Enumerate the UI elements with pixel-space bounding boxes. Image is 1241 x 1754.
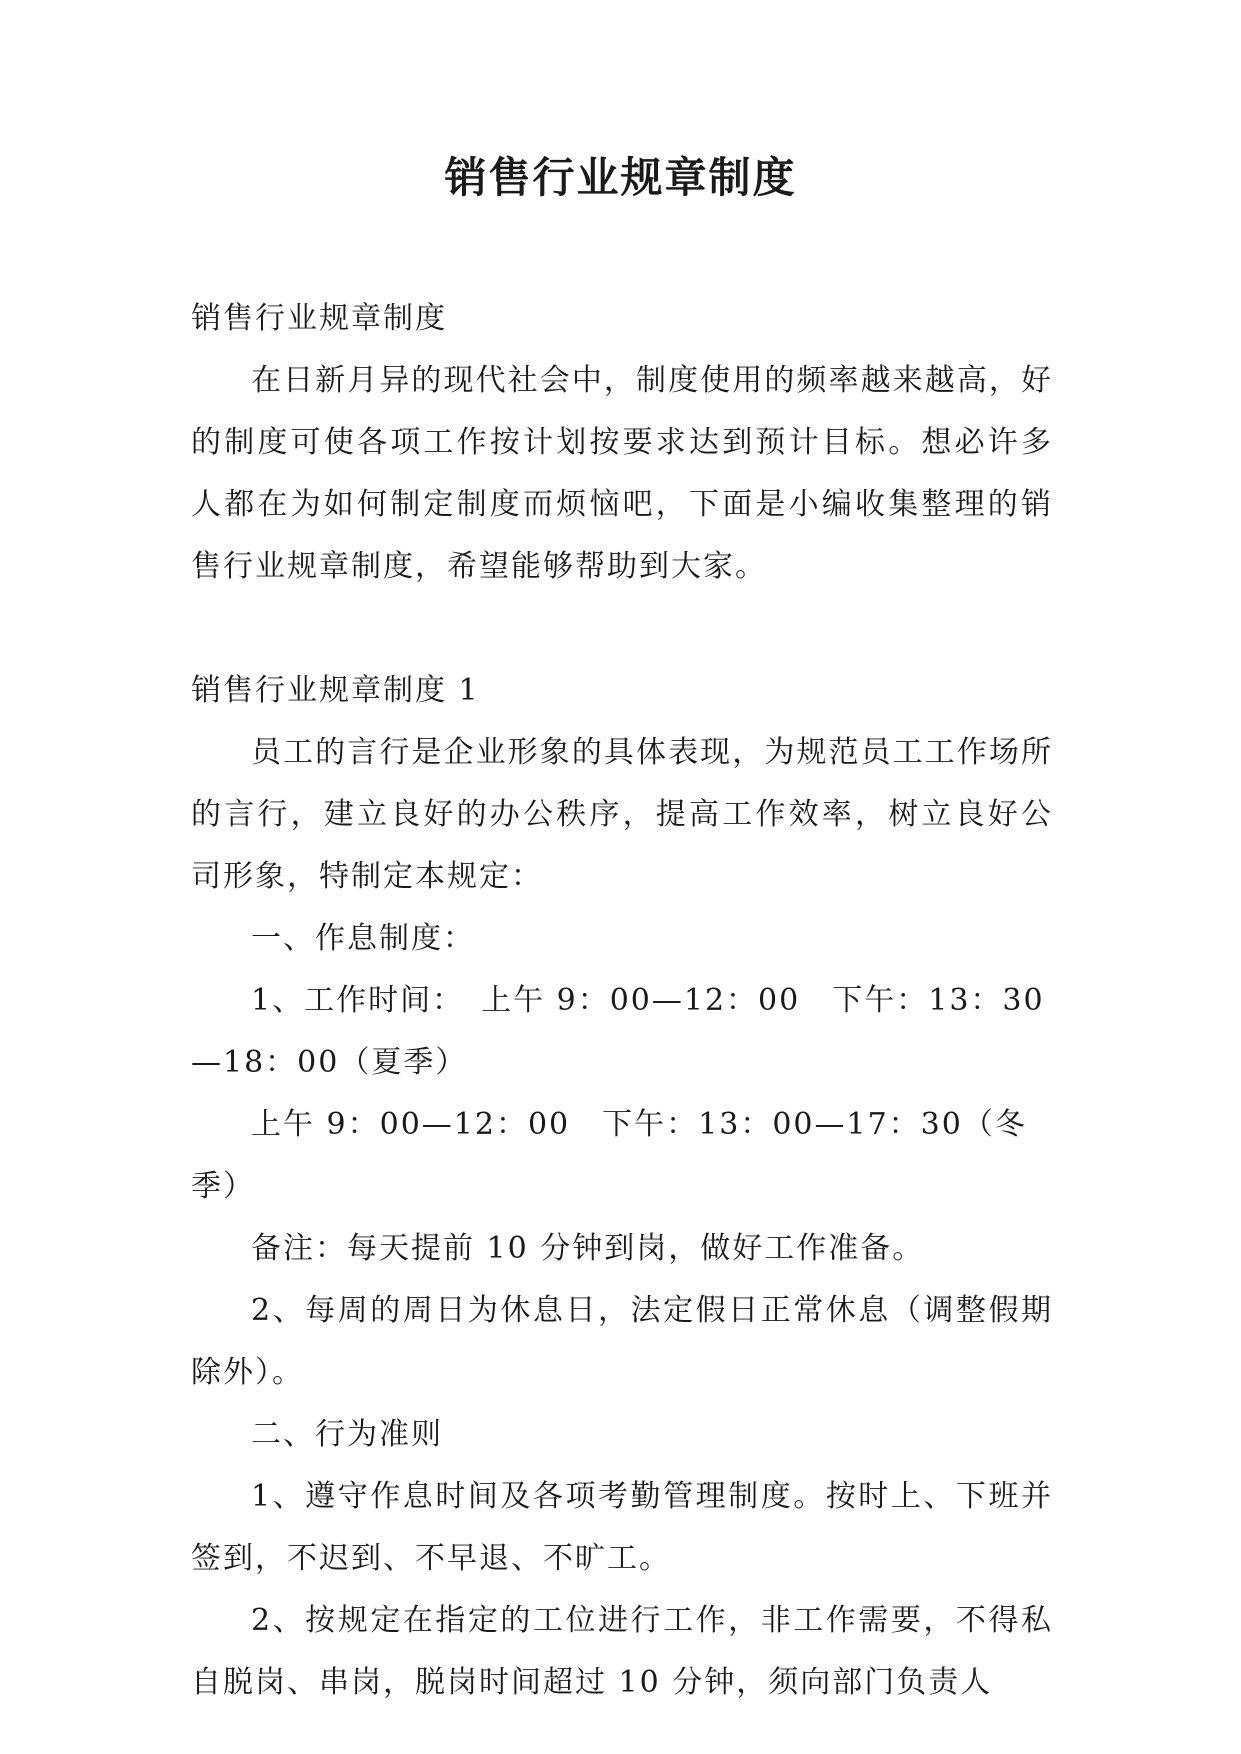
section-heading: 销售行业规章制度 1: [191, 673, 480, 708]
document-title: 销售行业规章制度: [444, 153, 797, 202]
work-time-winter: 上午 9：00—12：00 下午：13：00—17：30（冬季）: [191, 1107, 1027, 1204]
part-heading-schedule: 一、作息制度：: [251, 921, 475, 956]
document-subtitle: 销售行业规章制度: [191, 301, 447, 336]
document-body: [191, 288, 1053, 1714]
intro-paragraph: 在日新月异的现代社会中，制度使用的频率越来越高，好的制度可使各项工作按计划按要求达到预计目标。想必许多人都在为如何制定制度而烦恼吧，下面是小编收集整理的销售行业规章制度，希望能够帮助到大家。: [191, 363, 1053, 584]
schedule-note: 备注：每天提前 10 分钟到岗，做好工作准备。: [251, 1231, 925, 1266]
part-heading-conduct: 二、行为准则: [251, 1417, 443, 1452]
work-time-summer: 1、工作时间： 上午 9：00—12：00 下午：13：30—18：00（夏季）: [191, 983, 1045, 1080]
conduct-rule-attendance: 1、遵守作息时间及各项考勤管理制度。按时上、下班并签到，不迟到、不早退、不旷工。: [191, 1479, 1053, 1576]
section-intro-paragraph: 员工的言行是企业形象的具体表现，为规范员工工作场所的言行，建立良好的办公秩序，提高工作效率，树立良好公司形象，特制定本规定：: [191, 735, 1053, 894]
rest-day-rule: 2、每周的周日为休息日，法定假日正常休息（调整假期除外）。: [191, 1293, 1053, 1390]
conduct-rule-workstation: 2、按规定在指定的工位进行工作，非工作需要，不得私自脱岗、串岗，脱岗时间超过 10 分钟，须向部门负责人: [191, 1603, 1053, 1700]
